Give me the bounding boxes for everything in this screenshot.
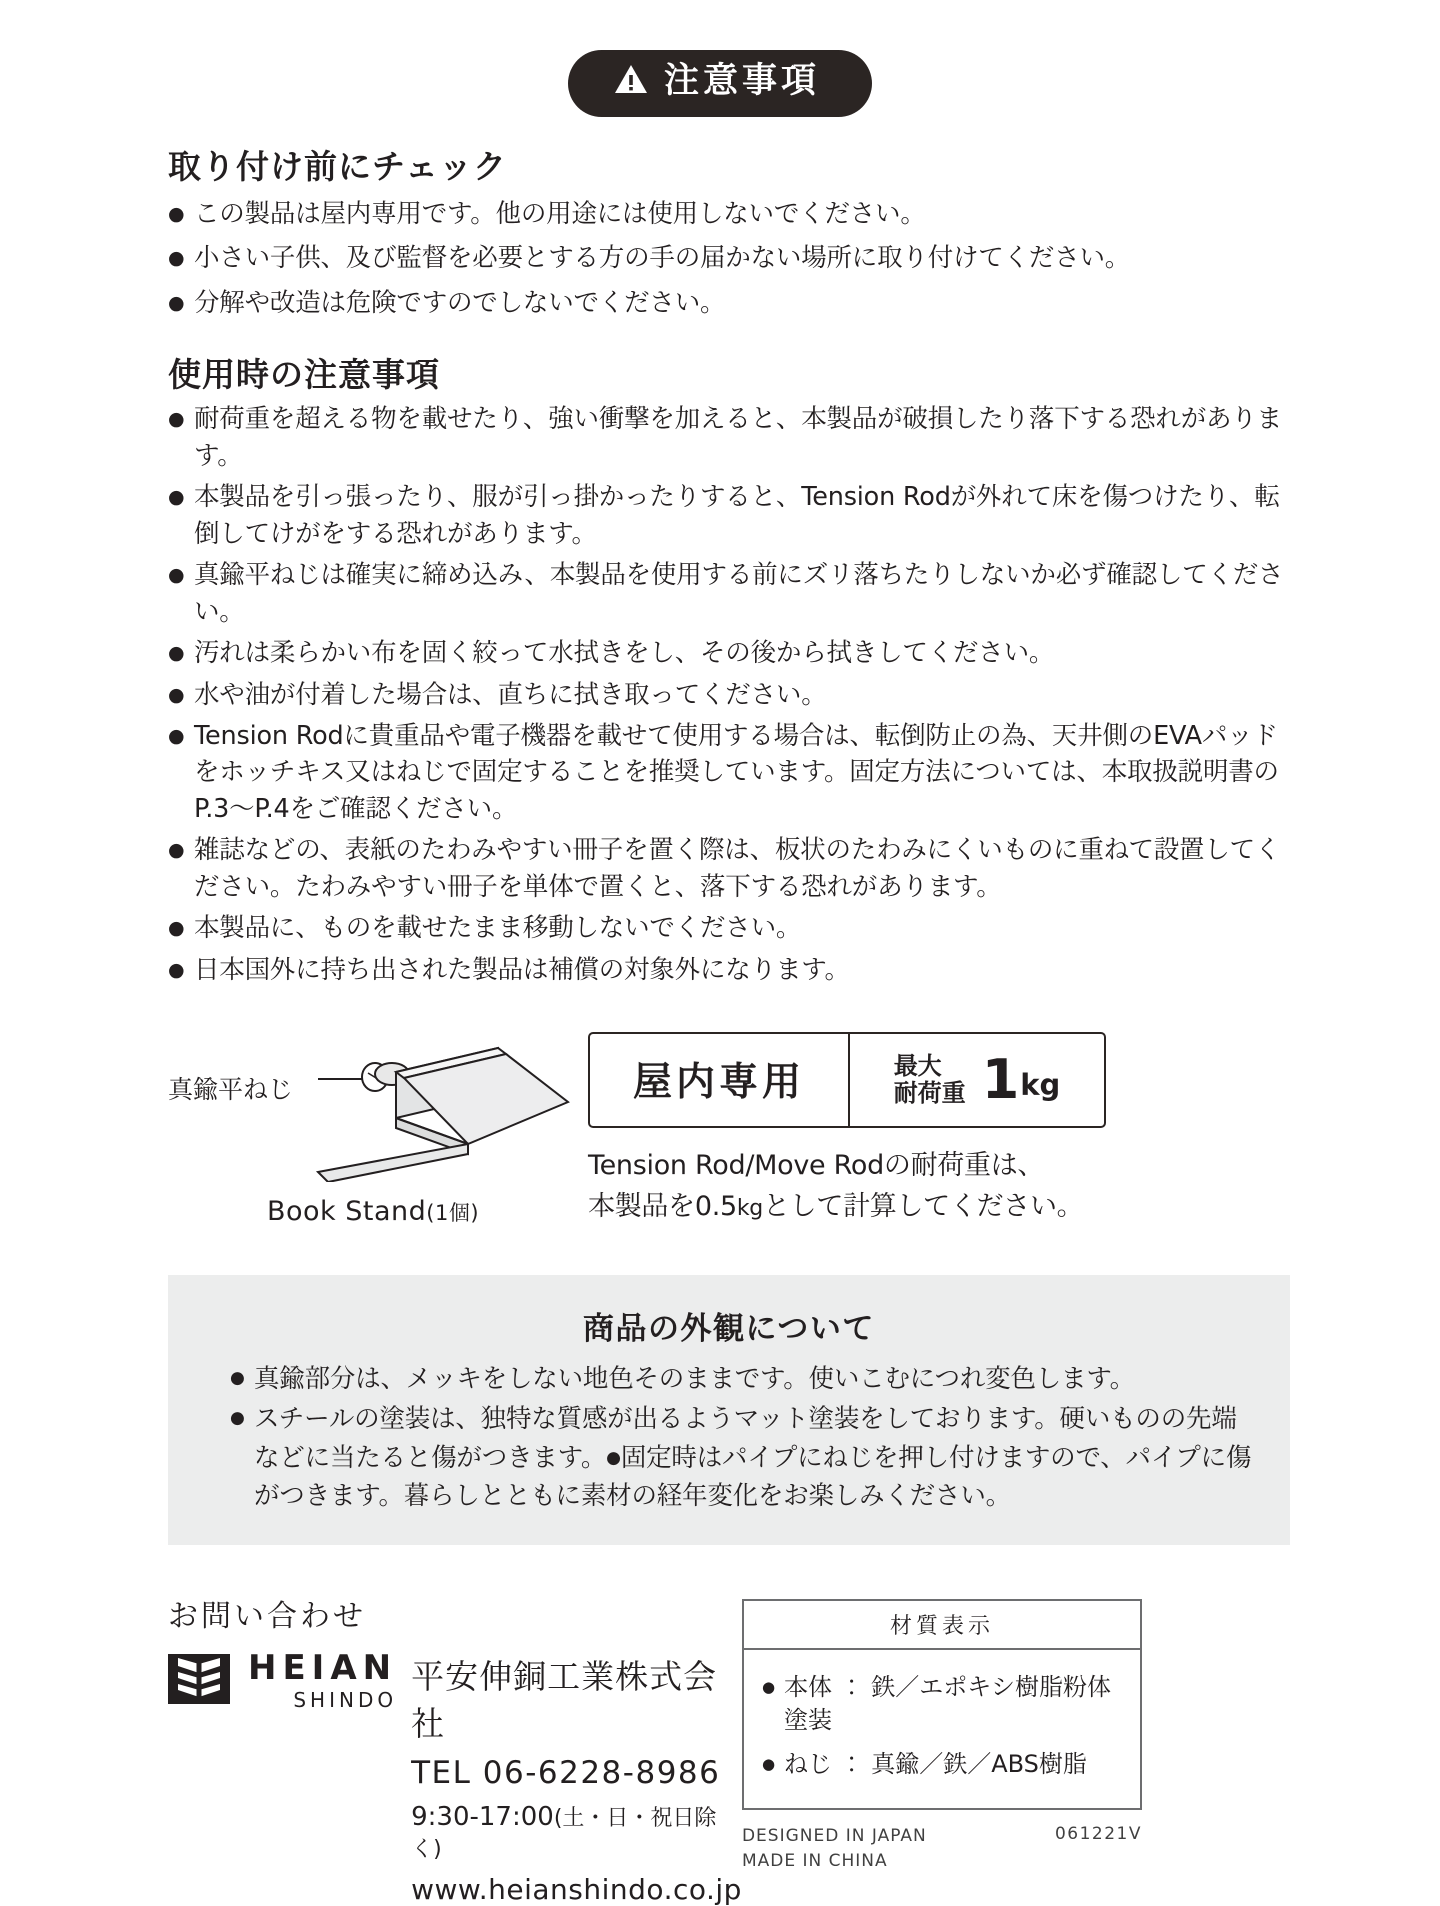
precheck-list	[168, 196, 1290, 321]
list-item: ● 汚れは柔らかい布を固く絞って水拭きをし、その後から拭きしてください。	[168, 635, 1290, 671]
list-item: ● 水や油が付着した場合は、直ちに拭き取ってください。	[168, 677, 1290, 713]
spec-note-line1: Tension Rod/Move Rodの耐荷重は、	[588, 1150, 1045, 1182]
brand-company-row	[168, 1648, 742, 1906]
document-code: 061221V	[1054, 1824, 1142, 1845]
made-in: MADE IN CHINA	[741, 1850, 888, 1871]
usage-heading: 使用時の注意事項	[168, 355, 440, 395]
list-item: ● 日本国外に持ち出された製品は補償の対象外になります。	[168, 952, 1290, 988]
spec-block	[578, 1032, 1300, 1227]
heian-shindo-logo-icon	[168, 1654, 230, 1708]
caution-banner	[568, 50, 872, 117]
max-load-label	[894, 1053, 966, 1107]
company-url[interactable]: www.heianshindo.co.jp	[411, 1873, 742, 1906]
brand-wordmark	[248, 1648, 398, 1713]
table-row: ● ねじ ： 真鍮／鉄／ABS樹脂	[762, 1748, 1122, 1780]
precheck-heading: 取り付け前にチェック	[168, 147, 508, 186]
list-item	[230, 1400, 1260, 1515]
spec-note-pre: 本製品を	[588, 1190, 695, 1222]
caution-banner-title: 注意事項	[663, 61, 820, 101]
book-stand-illustration	[168, 1032, 578, 1182]
list-item: ● 耐荷重を超える物を載せたり、強い衝撃を加えると、本製品が破損したり落下する恐れがあります。	[168, 401, 1290, 474]
warning-triangle-icon	[614, 64, 648, 99]
list-item: ● 本製品を引っ張ったり、服が引っ掛かったりすると、Tension Rodが外れて床を傷つけたり、転倒してけがをする恐れがあります。	[168, 479, 1290, 552]
production-meta	[742, 1824, 1142, 1873]
contact-block	[168, 1591, 742, 1906]
company-info	[411, 1651, 742, 1906]
usage-section	[0, 349, 1440, 988]
list-item: ● Tension Rodに貴重品や電子機器を載せて使用する場合は、転倒防止の為、天井側のEVAパッドをホッチキス又はねじで固定することを推奨しています。固定方法については、本取扱説明書のP.3〜P.4をご確認ください。	[168, 718, 1290, 827]
company-tel[interactable]: TEL 06-6228-8986	[411, 1755, 721, 1792]
page-header	[0, 0, 1440, 117]
list-item: ● 小さい子供、及び監督を必要とする方の手の届かない場所に取り付けてください。	[168, 240, 1290, 276]
company-name: 平安伸銅工業株式会社	[411, 1657, 718, 1744]
max-load-value: 1	[981, 1048, 1019, 1112]
material-block	[742, 1591, 1300, 1873]
screw-callout-label: 真鍮平ねじ	[168, 1075, 294, 1105]
list-item: ● 雑誌などの、表紙のたわみやすい冊子を置く際は、板状のたわみにくいものに重ねて設置してください。たわみやすい冊子を単体で置くと、落下する恐れがあります。	[168, 832, 1290, 905]
list-item: ● 真鍮部分は、メッキをしない地色そのままです。使いこむにつれ変色します。	[230, 1360, 1260, 1398]
spec-note-post: として計算してください。	[762, 1190, 1084, 1222]
material-table	[742, 1599, 1142, 1810]
company-hours-range: 9:30-17:00	[411, 1802, 554, 1833]
diagram-part-name: Book Stand	[266, 1196, 427, 1228]
material-rows	[744, 1650, 1140, 1808]
origin-info	[742, 1824, 927, 1873]
max-load-label-line1: 最大	[893, 1052, 942, 1081]
spec-note-line2	[588, 1187, 1300, 1228]
company-hours-note: (土・日・祝日除く)	[411, 1806, 717, 1863]
list-item: ● この製品は屋内専用です。他の用途には使用しないでください。	[168, 196, 1290, 232]
part-diagram-block	[168, 1032, 578, 1227]
list-item: ● 分解や改造は危険ですのでしないでください。	[168, 285, 1290, 321]
appearance-item-2b: 固定時はパイプにねじを押し付けますので、パイプに傷がつきます。暮らしとともに素材の経年変化をお楽しみください。	[254, 1442, 1252, 1511]
footer-row	[0, 1591, 1440, 1906]
designed-in: DESIGNED IN JAPAN	[741, 1826, 927, 1847]
max-load-unit: kg	[1020, 1068, 1061, 1103]
list-item: ● 本製品に、ものを載せたまま移動しないでください。	[168, 910, 1290, 946]
spec-note-unit: kg	[736, 1195, 763, 1221]
brand-lockup	[168, 1648, 398, 1713]
max-load-label-line2: 耐荷重	[893, 1079, 966, 1108]
usage-list	[168, 401, 1290, 988]
max-load-cell	[850, 1034, 1104, 1126]
appearance-title: 商品の外観について	[583, 1311, 875, 1348]
spec-table	[588, 1032, 1106, 1128]
diagram-part-count: (1個)	[426, 1201, 480, 1226]
material-heading: 材質表示	[744, 1601, 1140, 1650]
max-load-value-group	[981, 1048, 1061, 1112]
appearance-list	[198, 1360, 1260, 1515]
company-hours	[411, 1801, 742, 1863]
appearance-panel	[168, 1275, 1290, 1545]
spec-note	[588, 1146, 1300, 1227]
brand-sub-en: SHINDO	[293, 1688, 398, 1713]
inline-bullet-icon: ●	[606, 1447, 621, 1468]
precheck-section	[0, 141, 1440, 321]
list-item: ● 真鍮平ねじは確実に締め込み、本製品を使用する前にズリ落ちたりしないか必ず確認してください。	[168, 557, 1290, 630]
spec-note-value: 0.5	[694, 1190, 737, 1222]
appearance-item-2a: スチールの塗装は、独特な質感が出るようマット塗装をしております。硬いものの先端などに当たると傷がつきます。	[254, 1404, 1237, 1473]
diagram-spec-row	[0, 1032, 1440, 1227]
table-row: ● 本体 ： 鉄／エポキシ樹脂粉体塗装	[762, 1671, 1122, 1736]
indoor-only-cell: 屋内専用	[590, 1034, 850, 1126]
brand-name-en: HEIAN	[248, 1648, 398, 1689]
contact-title: お問い合わせ	[168, 1599, 366, 1635]
diagram-caption	[168, 1196, 578, 1227]
